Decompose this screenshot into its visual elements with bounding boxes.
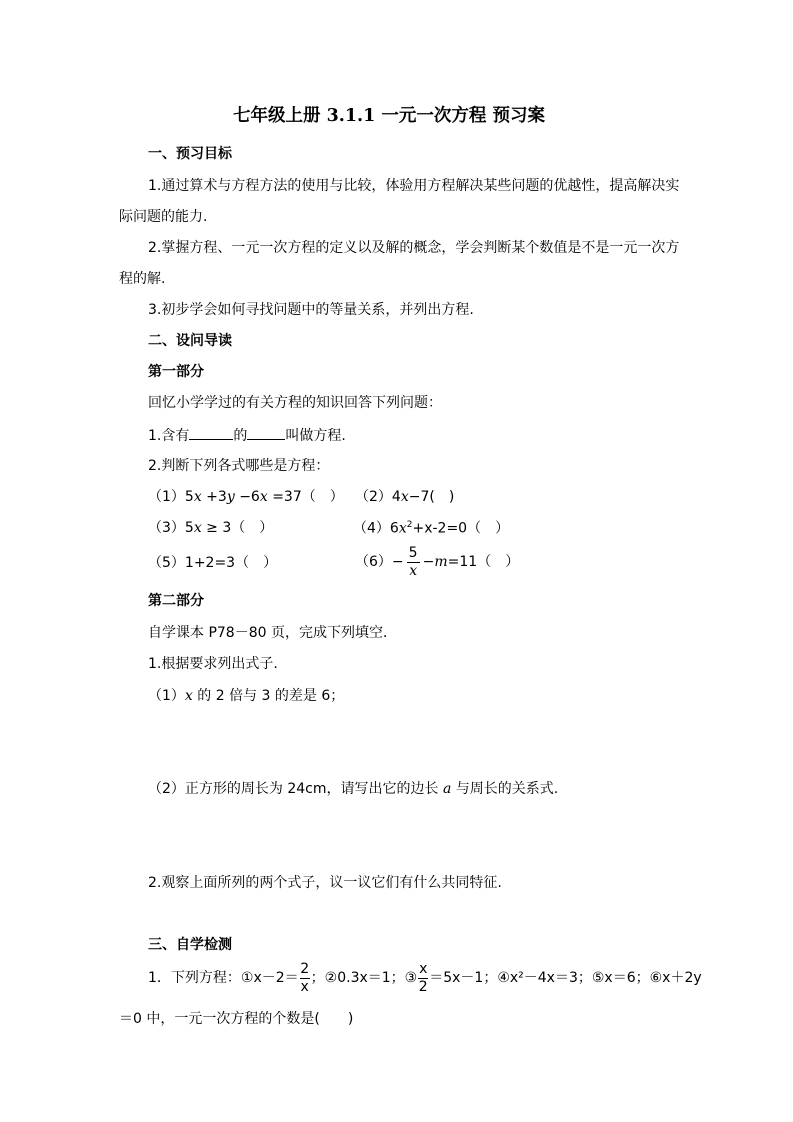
e4-var-x: x xyxy=(398,520,407,537)
q1a-var-x: x xyxy=(184,688,193,704)
fill-blank-2[interactable] xyxy=(247,427,285,440)
part1-intro: 回忆小学学过的有关方程的知识回答下列问题： xyxy=(148,395,442,411)
e3-pre: （3）5 xyxy=(148,520,194,536)
section1-heading: 一、预习目标 xyxy=(148,146,232,162)
sc-f1-denominator: x xyxy=(300,978,309,995)
e4-post: +x-2=0（ ） xyxy=(412,520,510,537)
e6-numerator: 5 xyxy=(408,545,418,561)
q1-text-b: 的 xyxy=(233,428,248,444)
expression-2 xyxy=(355,490,454,504)
e1-post: =37（ ） xyxy=(267,489,344,505)
e4-exponent: 2 xyxy=(406,520,413,530)
e6-fraction xyxy=(407,546,420,578)
part1-heading: 第一部分 xyxy=(148,364,204,380)
q1-text-c: 叫做方程. xyxy=(285,428,346,444)
page-title: 七年级上册 3.1.1 一元一次方程 预习案 xyxy=(233,106,545,126)
expression-6 xyxy=(355,546,519,578)
part2-heading: 第二部分 xyxy=(148,593,204,609)
section2-heading: 二、设问导读 xyxy=(148,333,232,349)
q1b-var-a: a xyxy=(442,781,452,797)
q1a-pre: （1） xyxy=(148,688,185,704)
e1-var-y: y xyxy=(226,489,235,505)
sc-f2-numerator: x xyxy=(419,961,428,977)
part1-question-2: 2.判断下列各式哪些是方程： xyxy=(148,458,330,474)
part2-question-1a xyxy=(148,689,344,703)
part2-intro: 自学课本 P78－80 页，完成下列填空． xyxy=(148,625,397,641)
e2-post: −7( ) xyxy=(408,489,455,505)
sc-fraction-1 xyxy=(300,962,310,994)
e4-pre: （4）6 xyxy=(353,520,399,537)
part2-question-2: 2.观察上面所列的两个式子，议一议它们有什么共同特征. xyxy=(148,875,502,891)
sc-f2-denominator: 2 xyxy=(418,978,428,995)
e6-denominator: x xyxy=(409,562,418,579)
e3-post: ≥ 3（ ） xyxy=(201,520,274,536)
q1-text-a: 1.含有 xyxy=(148,428,190,444)
goal-3: 3.初步学会如何寻找问题中的等量关系，并列出方程. xyxy=(148,302,474,318)
q1a-post: 的 2 倍与 3 的差是 6； xyxy=(192,688,345,704)
check-question-1-line1 xyxy=(148,962,702,994)
e2-var-x: x xyxy=(400,489,409,505)
part1-question-1 xyxy=(148,427,346,443)
e1-var-x: x xyxy=(193,489,202,505)
e1-var-x2: x xyxy=(259,489,268,505)
q1b-post: 与周长的关系式. xyxy=(451,781,559,797)
goal-1-line1: 1.通过算术与方程方法的使用与比较，体验用方程解决某些问题的优越性，提高解决实 xyxy=(148,178,680,194)
e6-mid: − xyxy=(422,554,435,571)
e1-mid2: −6 xyxy=(234,489,260,505)
section3-heading: 三、自学检测 xyxy=(148,937,232,953)
goal-2-line1: 2.掌握方程、一元一次方程的定义以及解的概念，学会判断某个数值是不是一元一次方 xyxy=(148,240,680,256)
fill-blank-1[interactable] xyxy=(189,427,233,440)
e6-var-m: m xyxy=(434,554,448,571)
check-question-1-line2: ＝0 中，一元一次方程的个数是( ) xyxy=(119,1011,354,1027)
q1b-pre: （2）正方形的周长为 24cm，请写出它的边长 xyxy=(148,781,443,797)
e6-pre: （6）− xyxy=(355,554,404,571)
e1-mid1: +3 xyxy=(201,489,227,505)
e6-post: =11（ ） xyxy=(447,554,520,571)
e1-pre: （1）5 xyxy=(148,489,194,505)
sc-f1-numerator: 2 xyxy=(300,961,310,977)
sc-q1-post: ＝5x－1；④x²－4x＝3；⑤x＝6；⑥x＋2y xyxy=(429,970,702,987)
expression-3 xyxy=(148,521,273,535)
goal-1-line2: 际问题的能力. xyxy=(119,209,208,225)
expression-4 xyxy=(353,521,509,536)
sc-q1-pre: 1．下列方程：①x－2＝ xyxy=(148,970,299,987)
e2-pre: （2）4 xyxy=(355,489,401,505)
expression-5: （5）1+2=3（ ） xyxy=(148,555,278,571)
part2-question-1: 1.根据要求列出式子. xyxy=(148,656,278,672)
sc-q1-mid: ；②0.3x＝1；③ xyxy=(310,970,418,987)
goal-2-line2: 程的解. xyxy=(119,271,166,287)
sc-fraction-2 xyxy=(418,962,428,994)
expression-1 xyxy=(148,490,344,504)
e3-var-x: x xyxy=(193,520,202,536)
part2-question-1b xyxy=(148,782,558,796)
